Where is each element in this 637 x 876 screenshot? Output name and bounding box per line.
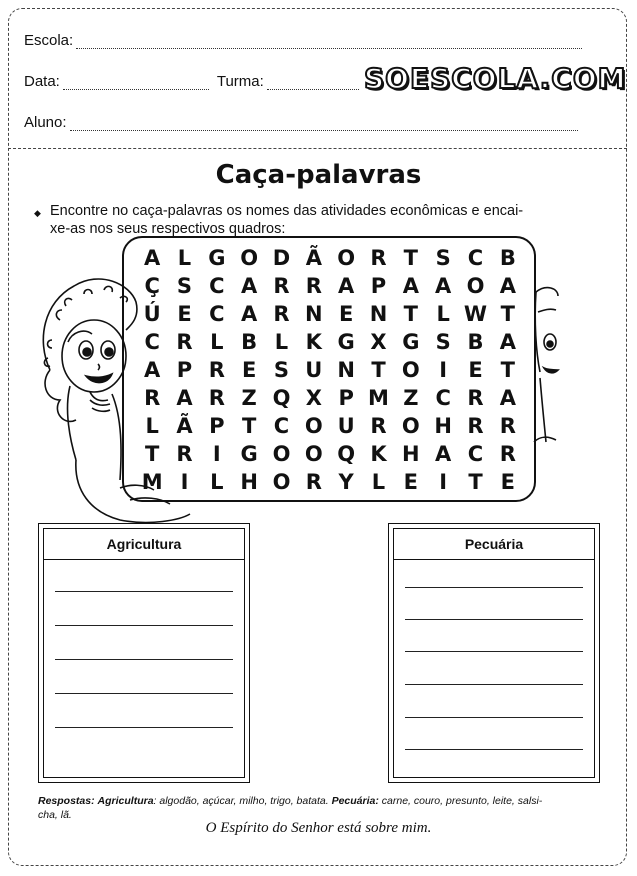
grid-letter[interactable]: X xyxy=(305,386,322,410)
grid-letter[interactable]: A xyxy=(499,330,516,354)
grid-letter[interactable]: O xyxy=(272,470,291,494)
grid-letter[interactable]: T xyxy=(145,442,160,466)
data-row xyxy=(24,73,359,90)
grid-letter[interactable]: A xyxy=(499,274,516,298)
grid-letter[interactable]: A xyxy=(499,386,516,410)
soescola-logo: SOESCOLA.COM xyxy=(364,62,627,95)
grid-letter[interactable]: E xyxy=(338,302,354,326)
grid-letter[interactable]: U xyxy=(305,358,323,382)
grid-letter[interactable]: G xyxy=(240,442,258,466)
grid-letter[interactable]: Ç xyxy=(144,274,160,298)
grid-letter[interactable]: O xyxy=(401,414,420,438)
agricultura-inner-border xyxy=(43,528,245,778)
grid-letter[interactable]: R xyxy=(176,442,193,466)
turma-field[interactable] xyxy=(267,79,359,90)
grid-letter[interactable]: A xyxy=(144,246,161,270)
grid-letter[interactable]: O xyxy=(401,358,420,382)
grid-letter[interactable]: Z xyxy=(241,386,257,410)
grid-letter[interactable]: C xyxy=(144,330,160,354)
grid-letter[interactable]: E xyxy=(403,470,418,494)
grid-letter[interactable]: T xyxy=(403,302,418,326)
grid-letter[interactable]: R xyxy=(176,330,193,354)
grid-letter[interactable]: R xyxy=(370,414,387,438)
grid-letter[interactable]: P xyxy=(338,386,354,410)
grid-letter[interactable]: P xyxy=(209,414,225,438)
grid-letter[interactable]: X xyxy=(370,330,387,354)
grid-letter[interactable]: Z xyxy=(403,386,419,410)
grid-letter[interactable]: G xyxy=(208,246,226,270)
grid-letter[interactable]: R xyxy=(499,414,516,438)
grid-letter[interactable]: B xyxy=(467,330,484,354)
answers-line-2: cha, lã. xyxy=(38,809,72,821)
motto: O Espírito do Senhor está sobre mim. xyxy=(205,820,432,836)
grid-letter[interactable]: R xyxy=(305,470,322,494)
grid-letter[interactable]: A xyxy=(144,358,161,382)
grid-letter[interactable]: O xyxy=(304,442,323,466)
pecuaria-box xyxy=(388,523,600,783)
grid-letter[interactable]: S xyxy=(435,330,451,354)
answer-line[interactable] xyxy=(55,727,233,728)
grid-letter[interactable]: O xyxy=(304,414,323,438)
grid-letter[interactable]: R xyxy=(467,386,484,410)
grid-letter[interactable]: M xyxy=(141,470,163,494)
agricultura-title: Agricultura xyxy=(43,528,245,560)
grid-letter[interactable]: R xyxy=(208,358,225,382)
aluno-field[interactable] xyxy=(70,120,578,131)
grid-letter[interactable]: H xyxy=(434,414,452,438)
grid-letter[interactable]: E xyxy=(500,470,515,494)
answer-line[interactable] xyxy=(405,587,583,588)
grid-letter[interactable]: L xyxy=(210,330,224,354)
bullet-icon: ◆ xyxy=(34,208,41,218)
grid-letter[interactable]: R xyxy=(273,302,290,326)
data-label: Data: xyxy=(24,73,60,90)
grid-letter[interactable]: K xyxy=(305,330,322,354)
grid-letter[interactable]: I xyxy=(439,470,448,494)
grid-letter[interactable]: I xyxy=(180,470,189,494)
answer-line[interactable] xyxy=(405,717,583,718)
grid-letter[interactable]: L xyxy=(210,470,224,494)
escola-row xyxy=(24,32,582,49)
grid-letter[interactable]: T xyxy=(500,358,515,382)
grid-letter[interactable]: C xyxy=(467,246,484,270)
data-field[interactable] xyxy=(63,79,209,90)
grid-letter[interactable]: E xyxy=(241,358,257,382)
grid-letter[interactable]: O xyxy=(240,246,259,270)
grid-letter[interactable]: I xyxy=(439,358,448,382)
grid-letter[interactable]: Y xyxy=(338,470,354,494)
grid-letter[interactable]: A xyxy=(176,386,193,410)
grid-letter[interactable]: N xyxy=(369,302,388,326)
grid-letter[interactable]: R xyxy=(467,414,484,438)
grid-letter[interactable]: C xyxy=(273,414,290,438)
grid-letter[interactable]: T xyxy=(403,246,418,270)
grid-letter[interactable]: T xyxy=(241,414,257,438)
grid-letter[interactable]: R xyxy=(370,246,387,270)
instruction-line-2: xe-as nos seus respectivos quadros: xyxy=(50,221,286,237)
word-search-grid xyxy=(122,236,536,502)
answers-prefix: Respostas: xyxy=(38,795,95,807)
grid-letter[interactable]: R xyxy=(273,274,290,298)
grid-letter[interactable]: T xyxy=(500,302,515,326)
grid-letter[interactable]: P xyxy=(176,358,193,382)
instruction-line-1: Encontre no caça-palavras os nomes das atividades econômicas e encai- xyxy=(50,203,524,219)
grid-letter[interactable]: I xyxy=(212,442,221,466)
grid-letter[interactable]: Ú xyxy=(143,302,161,326)
answer-line[interactable] xyxy=(55,625,233,626)
grid-letter[interactable]: G xyxy=(337,330,355,354)
escola-label: Escola: xyxy=(24,32,74,49)
grid-letter[interactable]: A xyxy=(435,274,452,298)
grid-letter[interactable]: L xyxy=(274,330,289,354)
pecuaria-inner-border xyxy=(393,528,595,778)
answers-text xyxy=(38,794,600,822)
grid-letter[interactable]: E xyxy=(177,302,192,326)
grid-letter[interactable]: D xyxy=(272,246,291,270)
aluno-label: Aluno: xyxy=(24,114,67,131)
grid-letter[interactable]: K xyxy=(370,442,387,466)
answer-line[interactable] xyxy=(405,651,583,652)
instructions xyxy=(34,202,608,238)
grid-letter[interactable]: T xyxy=(371,358,386,382)
grid-letter[interactable]: S xyxy=(273,358,290,382)
grid-letter[interactable]: C xyxy=(209,274,225,298)
grid-letter[interactable]: M xyxy=(368,386,389,410)
aluno-row xyxy=(24,114,578,131)
grid-letter[interactable]: H xyxy=(402,442,420,466)
escola-field[interactable] xyxy=(76,38,582,49)
grid-letter[interactable]: Q xyxy=(272,386,291,410)
grid-letter[interactable]: T xyxy=(468,470,483,494)
grid-letter[interactable]: G xyxy=(402,330,420,354)
grid-letter[interactable]: L xyxy=(177,246,192,270)
answer-line[interactable] xyxy=(55,659,233,660)
grid-letter[interactable]: C xyxy=(467,442,484,466)
answer-line[interactable] xyxy=(405,619,583,620)
grid-letter[interactable]: R xyxy=(499,442,516,466)
grid-letter[interactable]: Ã xyxy=(305,246,322,270)
grid-letter[interactable]: Q xyxy=(337,442,356,466)
grid-letter[interactable]: W xyxy=(463,302,488,326)
grid-letter[interactable]: A xyxy=(402,274,419,298)
grid-letter[interactable]: R xyxy=(144,386,161,410)
answers-agri-label: Agricultura xyxy=(97,795,154,807)
grid-letter[interactable]: U xyxy=(337,414,355,438)
grid-letter[interactable]: R xyxy=(208,386,225,410)
grid-letter[interactable]: A xyxy=(435,442,452,466)
grid-letter[interactable]: P xyxy=(370,274,387,298)
grid-letter[interactable]: O xyxy=(272,442,291,466)
answers-pec-label: Pecuária: xyxy=(331,795,379,807)
answers-agri-text: : algodão, açúcar, milho, trigo, batata. xyxy=(153,795,329,807)
grid-letter[interactable]: L xyxy=(436,302,450,326)
grid-letter[interactable]: S xyxy=(176,274,193,298)
grid-letter[interactable]: N xyxy=(305,302,323,326)
header-separator xyxy=(8,148,627,149)
grid-letter[interactable]: A xyxy=(241,302,258,326)
turma-label: Turma: xyxy=(216,73,264,90)
grid-letter[interactable]: N xyxy=(337,358,355,382)
grid-letter[interactable]: O xyxy=(466,274,485,298)
grid-letter[interactable]: L xyxy=(371,470,386,494)
grid-letter[interactable]: B xyxy=(499,246,516,270)
grid-letter[interactable]: O xyxy=(337,246,356,270)
grid-letter[interactable]: R xyxy=(305,274,322,298)
answer-line[interactable] xyxy=(405,684,583,685)
grid-letter[interactable]: Ã xyxy=(176,414,193,438)
grid-letter[interactable]: E xyxy=(468,358,483,382)
answers-pec-text: carne, couro, presunto, leite, salsi- xyxy=(378,795,543,807)
grid-letter[interactable]: H xyxy=(240,470,258,494)
grid-letter[interactable]: A xyxy=(338,274,355,298)
grid-letter[interactable]: A xyxy=(241,274,258,298)
grid-letter[interactable]: C xyxy=(209,302,225,326)
grid-letter[interactable]: S xyxy=(435,246,451,270)
grid-letter[interactable]: C xyxy=(435,386,451,410)
answer-line[interactable] xyxy=(405,749,583,750)
pecuaria-title: Pecuária xyxy=(393,528,595,560)
answer-line[interactable] xyxy=(55,591,233,592)
page-title: Caça-palavras xyxy=(215,160,422,190)
agricultura-box xyxy=(38,523,250,783)
grid-letter[interactable]: B xyxy=(241,330,258,354)
grid-letter[interactable]: L xyxy=(145,414,159,438)
answer-line[interactable] xyxy=(55,693,233,694)
